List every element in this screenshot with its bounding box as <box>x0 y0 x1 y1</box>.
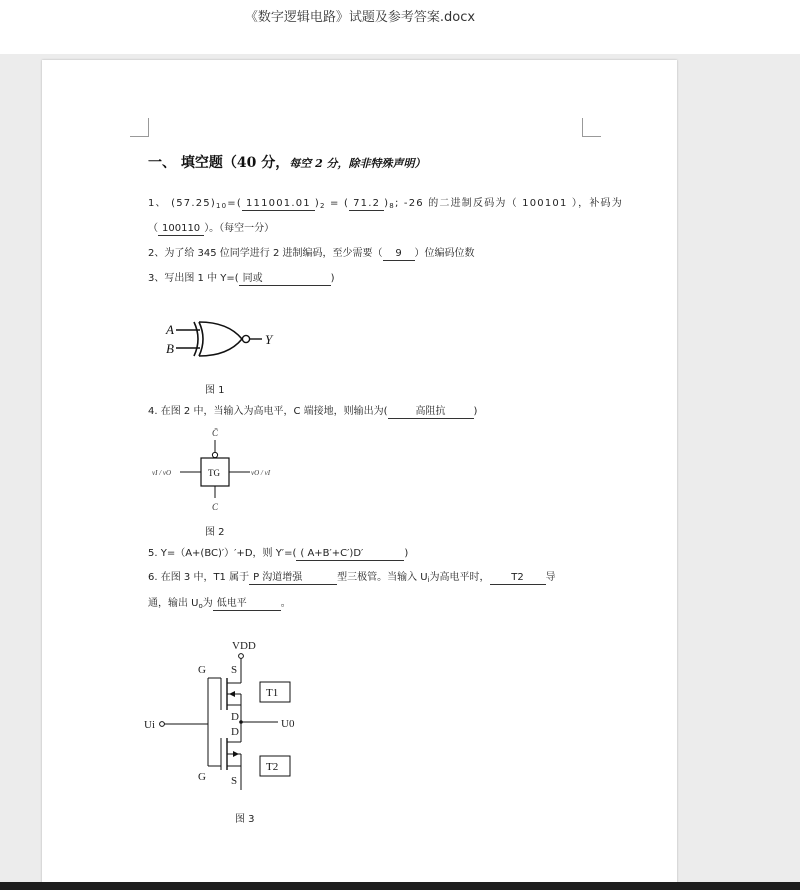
q6-text-b: 型三极管。当输入 U <box>337 572 428 583</box>
heading-note: 每空 2 分，除非特殊声明） <box>289 157 426 170</box>
q6-answer-transistor: T2 <box>490 572 546 585</box>
fig2-top-label: C̄ <box>212 428 219 438</box>
q4-text-a: 4. 在图 2 中，当输入为高电平，C 端接地，则输出为( <box>148 406 388 417</box>
q3-text-a: 3、写出图 1 中 Y=( <box>148 273 239 284</box>
q6-sub-i: i <box>427 576 430 584</box>
q6-text-a: 6. 在图 3 中，T1 属于 <box>148 572 250 583</box>
q1-sub-10: 10 <box>215 202 228 210</box>
q4-text-b: ) <box>473 406 478 417</box>
q1-text-a: 1、 (57.25) <box>148 198 216 209</box>
question-2 <box>148 244 475 261</box>
q2-text-a: 2、为了给 345 位同学进行 2 进制编码，至少需要（ <box>148 248 383 259</box>
figure-3-caption: 图 3 <box>235 814 255 825</box>
q3-text-b: ) <box>330 273 335 284</box>
q3-answer: 同或 <box>239 273 331 286</box>
fig3-g-bottom: G <box>198 771 206 783</box>
question-6-line-1 <box>148 568 556 585</box>
q6-line2-b: 为 <box>202 598 213 609</box>
fig3-d-top: D <box>231 711 239 723</box>
figure-1-caption: 图 1 <box>205 385 225 396</box>
viewer-header <box>0 0 800 54</box>
figure-2-transmission-gate <box>152 426 282 512</box>
q1-line2-open: （ <box>148 223 158 234</box>
fig3-s-top: S <box>231 664 238 676</box>
fig1-output-y: Y <box>265 332 273 347</box>
fig2-bottom-label: C <box>212 502 219 512</box>
q1-answer-complement: 100110 <box>158 223 204 236</box>
q1-text-eq2: = ( <box>325 198 350 209</box>
q1-sub-8: 8 <box>389 202 395 210</box>
q1-paren: ) <box>314 198 320 209</box>
q6-line2-a: 通，输出 U <box>148 598 199 609</box>
q6-text-d: 导 <box>545 572 556 583</box>
figure-3-cmos-inverter <box>142 638 342 798</box>
question-5 <box>148 544 408 561</box>
q5-text-a: 5. Y=（A+(BC)′）′+D，则 Y′=( <box>148 548 297 559</box>
question-1-line-2 <box>148 219 274 236</box>
q1-sub-2: 2 <box>319 202 326 210</box>
fig3-t1-label: T1 <box>266 687 279 699</box>
question-3 <box>148 269 335 286</box>
fig3-uo-label: U0 <box>281 718 295 730</box>
fig1-input-a: A <box>166 322 174 337</box>
fig3-s-bottom: S <box>231 775 238 787</box>
document-title: 《数字逻辑电路》试题及参考答案.docx <box>244 10 476 25</box>
q1-text-eq1: =( <box>227 198 242 209</box>
q5-answer: ( A+B′+C′)D′ <box>296 548 404 561</box>
question-6-line-2 <box>148 594 291 611</box>
q6-line2-c: 。 <box>280 598 291 609</box>
q1-tail: ; -26 的二进制反码为（ 100101 ），补码为 <box>394 198 623 209</box>
q1-answer-binary: 111001.01 <box>242 198 315 211</box>
document-viewer[interactable] <box>0 54 800 882</box>
question-1-line-1 <box>148 194 623 211</box>
figure-2-caption: 图 2 <box>205 527 225 538</box>
fig3-g-top: G <box>198 664 206 676</box>
fig1-input-b: B <box>166 341 174 356</box>
q5-text-b: ) <box>404 548 409 559</box>
q2-answer: 9 <box>383 248 415 261</box>
fig3-ui-label: Ui <box>144 719 155 731</box>
q6-answer-level: 低电平 <box>213 598 281 611</box>
fig3-t2-label: T2 <box>266 761 279 773</box>
q6-sub-o: o <box>198 602 203 610</box>
fig2-gate-label: TG <box>208 468 220 478</box>
q1-line2-close: ）。（每空一分） <box>204 223 275 234</box>
q6-answer-type: P 沟道增强 <box>249 572 337 585</box>
fig3-d-bottom: D <box>231 726 239 738</box>
q1-paren-2: ) <box>384 198 390 209</box>
q1-answer-octal: 71.2 <box>349 198 384 211</box>
bottom-bar <box>0 882 800 890</box>
crop-mark-top-left <box>130 118 149 137</box>
crop-mark-top-right <box>582 118 601 137</box>
document-page <box>42 60 677 890</box>
q4-answer: 高阻抗 <box>388 406 474 419</box>
section-heading <box>148 152 426 172</box>
figure-1-xnor-gate <box>162 318 282 364</box>
fig3-vdd-label: VDD <box>232 640 256 652</box>
fig2-right-label: vO / vI <box>251 469 271 477</box>
q2-text-b: ）位编码位数 <box>414 248 475 259</box>
question-4 <box>148 402 477 419</box>
heading-text: 一、 填空题（40 分， <box>148 155 290 171</box>
q6-text-c: 为高电平时， <box>429 572 490 583</box>
fig2-left-label: vI / vO <box>152 469 172 477</box>
